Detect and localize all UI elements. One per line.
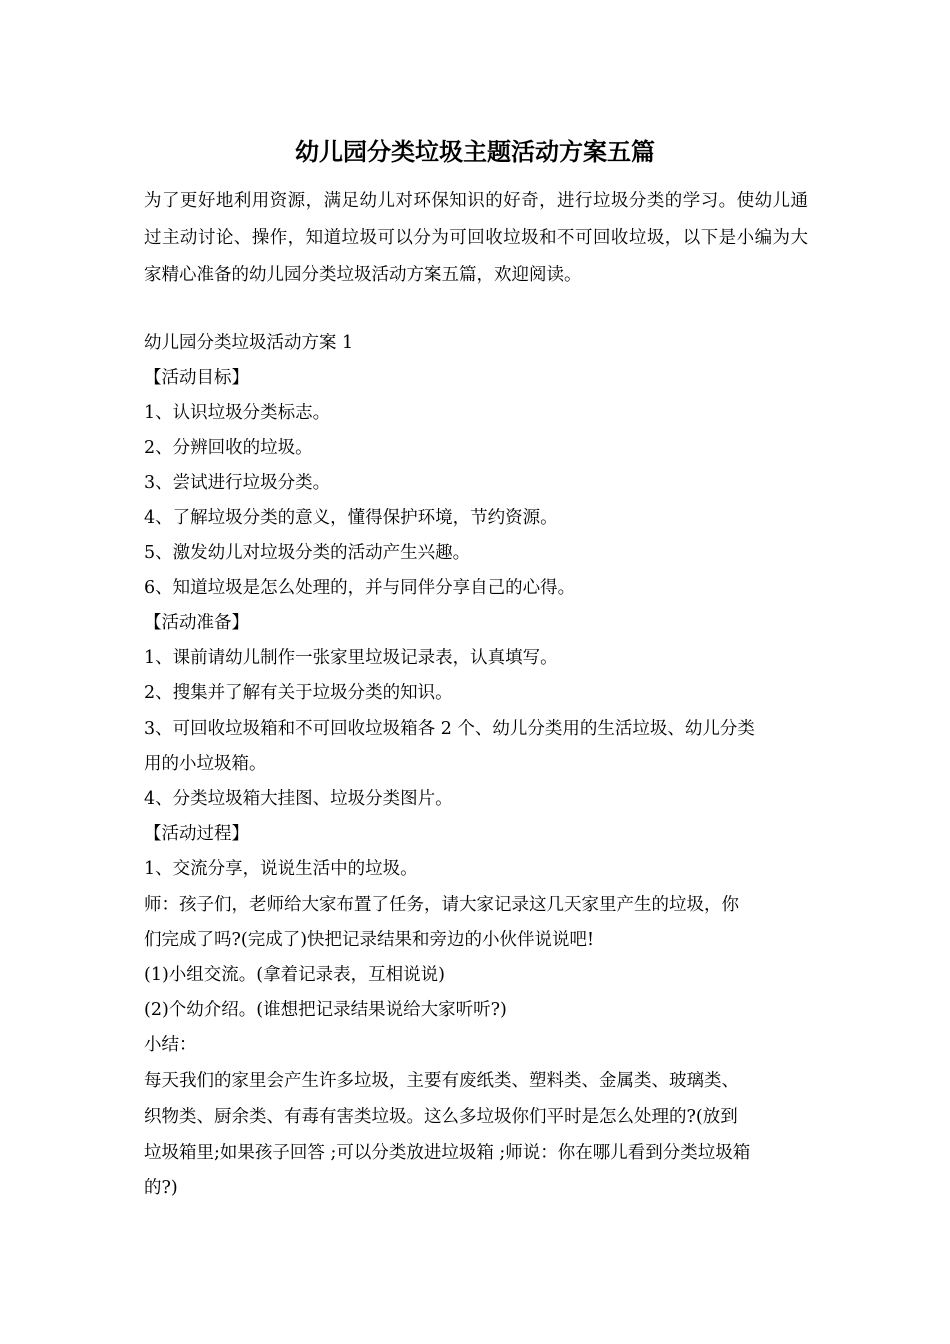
text-line: 用的小垃圾箱。 — [144, 754, 267, 774]
text-line: (1)小组交流。(拿着记录表，互相说说) — [144, 965, 445, 985]
text-line: 4、了解垃圾分类的意义，懂得保护环境，节约资源。 — [144, 508, 558, 528]
intro-paragraph: 为了更好地利用资源，满足幼儿对环保知识的好奇，进行垃圾分类的学习。使幼儿通过主动讨论、操作，知道垃圾可以分为可回收垃圾和不可回收垃圾，以下是小编为大家精心准备的幼儿园分类垃圾活动方案五篇，欢迎阅读。 — [144, 191, 808, 285]
text-line: 小结： — [144, 1035, 197, 1055]
text-line: 2、搜集并了解有关于垃圾分类的知识。 — [144, 683, 453, 703]
text-line: 1、认识垃圾分类标志。 — [144, 403, 331, 423]
subsection-heading: 【活动目标】 — [144, 368, 249, 388]
text-line: 3、可回收垃圾箱和不可回收垃圾箱各 2 个、幼儿分类用的生活垃圾、幼儿分类 — [144, 719, 755, 739]
text-line: 师：孩子们，老师给大家布置了任务，请大家记录这几天家里产生的垃圾，你 — [144, 895, 739, 915]
section-heading: 幼儿园分类垃圾活动方案 1 — [144, 333, 354, 353]
text-line: 6、知道垃圾是怎么处理的，并与同伴分享自己的心得。 — [144, 578, 576, 598]
text-line: 垃圾箱里;如果孩子回答 ;可以分类放进垃圾箱 ;师说：你在哪儿看到分类垃圾箱 — [144, 1143, 751, 1163]
text-line: 2、分辨回收的垃圾。 — [144, 438, 313, 458]
subsection-heading: 【活动过程】 — [144, 824, 249, 844]
text-line: 们完成了吗?(完成了)快把记录结果和旁边的小伙伴说说吧! — [144, 930, 595, 950]
text-line: 的?) — [144, 1178, 178, 1198]
document-body — [144, 326, 808, 1206]
document-title: 幼儿园分类垃圾主题活动方案五篇 — [295, 137, 655, 166]
text-line: 1、课前请幼儿制作一张家里垃圾记录表，认真填写。 — [144, 648, 558, 668]
text-line: 织物类、厨余类、有毒有害类垃圾。这么多垃圾你们平时是怎么处理的?(放到 — [144, 1107, 738, 1127]
text-line: 4、分类垃圾箱大挂图、垃圾分类图片。 — [144, 789, 453, 809]
subsection-heading: 【活动准备】 — [144, 613, 249, 633]
text-line: 每天我们的家里会产生许多垃圾，主要有废纸类、塑料类、金属类、玻璃类、 — [144, 1071, 739, 1091]
text-line: (2)个幼介绍。(谁想把记录结果说给大家听听?) — [144, 1000, 507, 1020]
text-line: 5、激发幼儿对垃圾分类的活动产生兴趣。 — [144, 543, 471, 563]
text-line: 3、尝试进行垃圾分类。 — [144, 473, 331, 493]
text-line: 1、交流分享，说说生活中的垃圾。 — [144, 859, 418, 879]
